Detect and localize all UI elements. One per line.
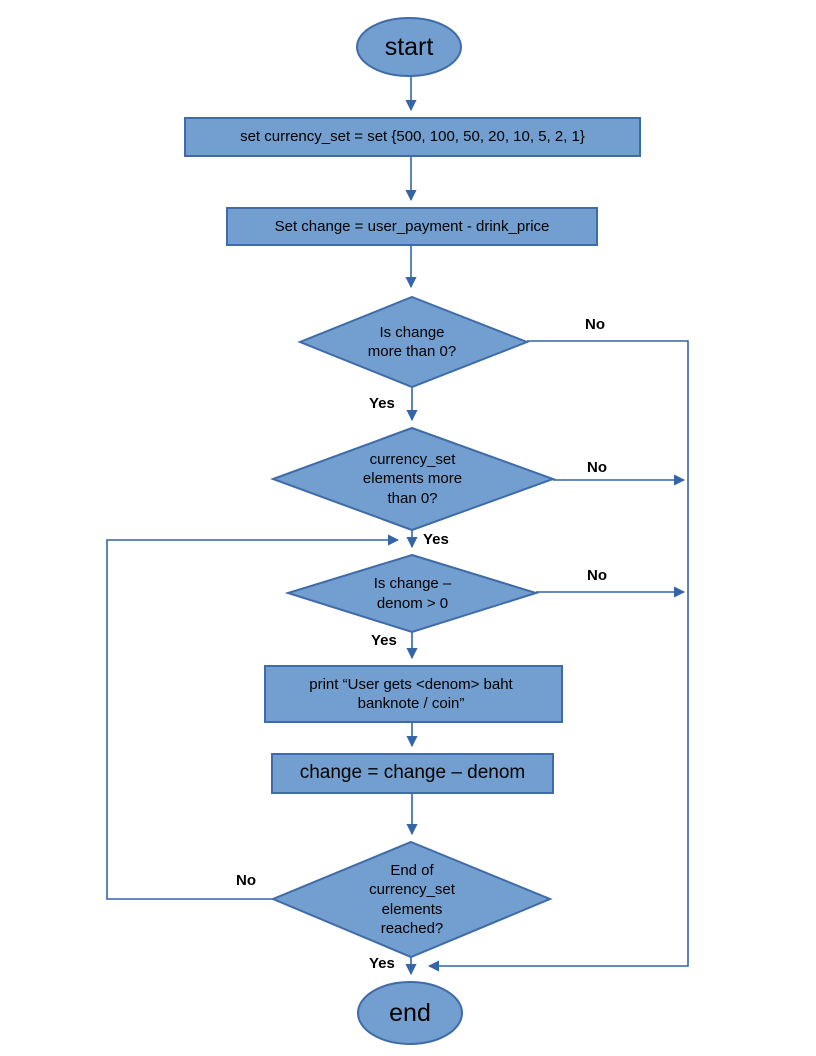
end-label: end (389, 999, 431, 1027)
edge-label-elements-no: No (587, 459, 607, 476)
is-change-positive-label: Is change more than 0? (367, 323, 457, 360)
init-currency-set-shape (185, 118, 640, 156)
change-minus-denom-shape (288, 555, 536, 632)
edge-label-endcheck-no: No (236, 872, 256, 889)
update-change-label: change = change – denom (299, 762, 526, 784)
set-change-shape (227, 208, 597, 245)
init-currency-set-label: set currency_set = set {500, 100, 50, 20, 10, 5, 2, 1} (240, 128, 585, 146)
edge-label-ischange-no: No (585, 316, 605, 333)
print-banknote-label: print “User gets <denom> baht banknote / coin” (309, 675, 513, 712)
edge-label-endcheck-yes: Yes (369, 955, 395, 972)
end-of-elements-shape (273, 842, 550, 957)
start-terminator-shape (357, 18, 461, 76)
currency-elements-shape (273, 428, 553, 530)
end-terminator-shape (358, 982, 462, 1044)
print-banknote-shape (265, 666, 562, 722)
edge-label-changedenom-no: No (587, 567, 607, 584)
change-minus-denom-label: Is change – denom > 0 (373, 575, 452, 612)
start-label: start (384, 33, 434, 61)
end-of-elements-label: End of currency_set elements reached? (369, 862, 455, 937)
set-change-label: Set change = user_payment - drink_price (274, 217, 550, 235)
update-change-shape (272, 754, 553, 793)
edge-label-elements-yes: Yes (423, 531, 449, 548)
is-change-positive-shape (300, 297, 527, 387)
currency-elements-label: currency_set elements more than 0? (362, 451, 463, 507)
edge-label-changedenom-yes: Yes (371, 632, 397, 649)
edge-label-ischange-yes: Yes (369, 395, 395, 412)
